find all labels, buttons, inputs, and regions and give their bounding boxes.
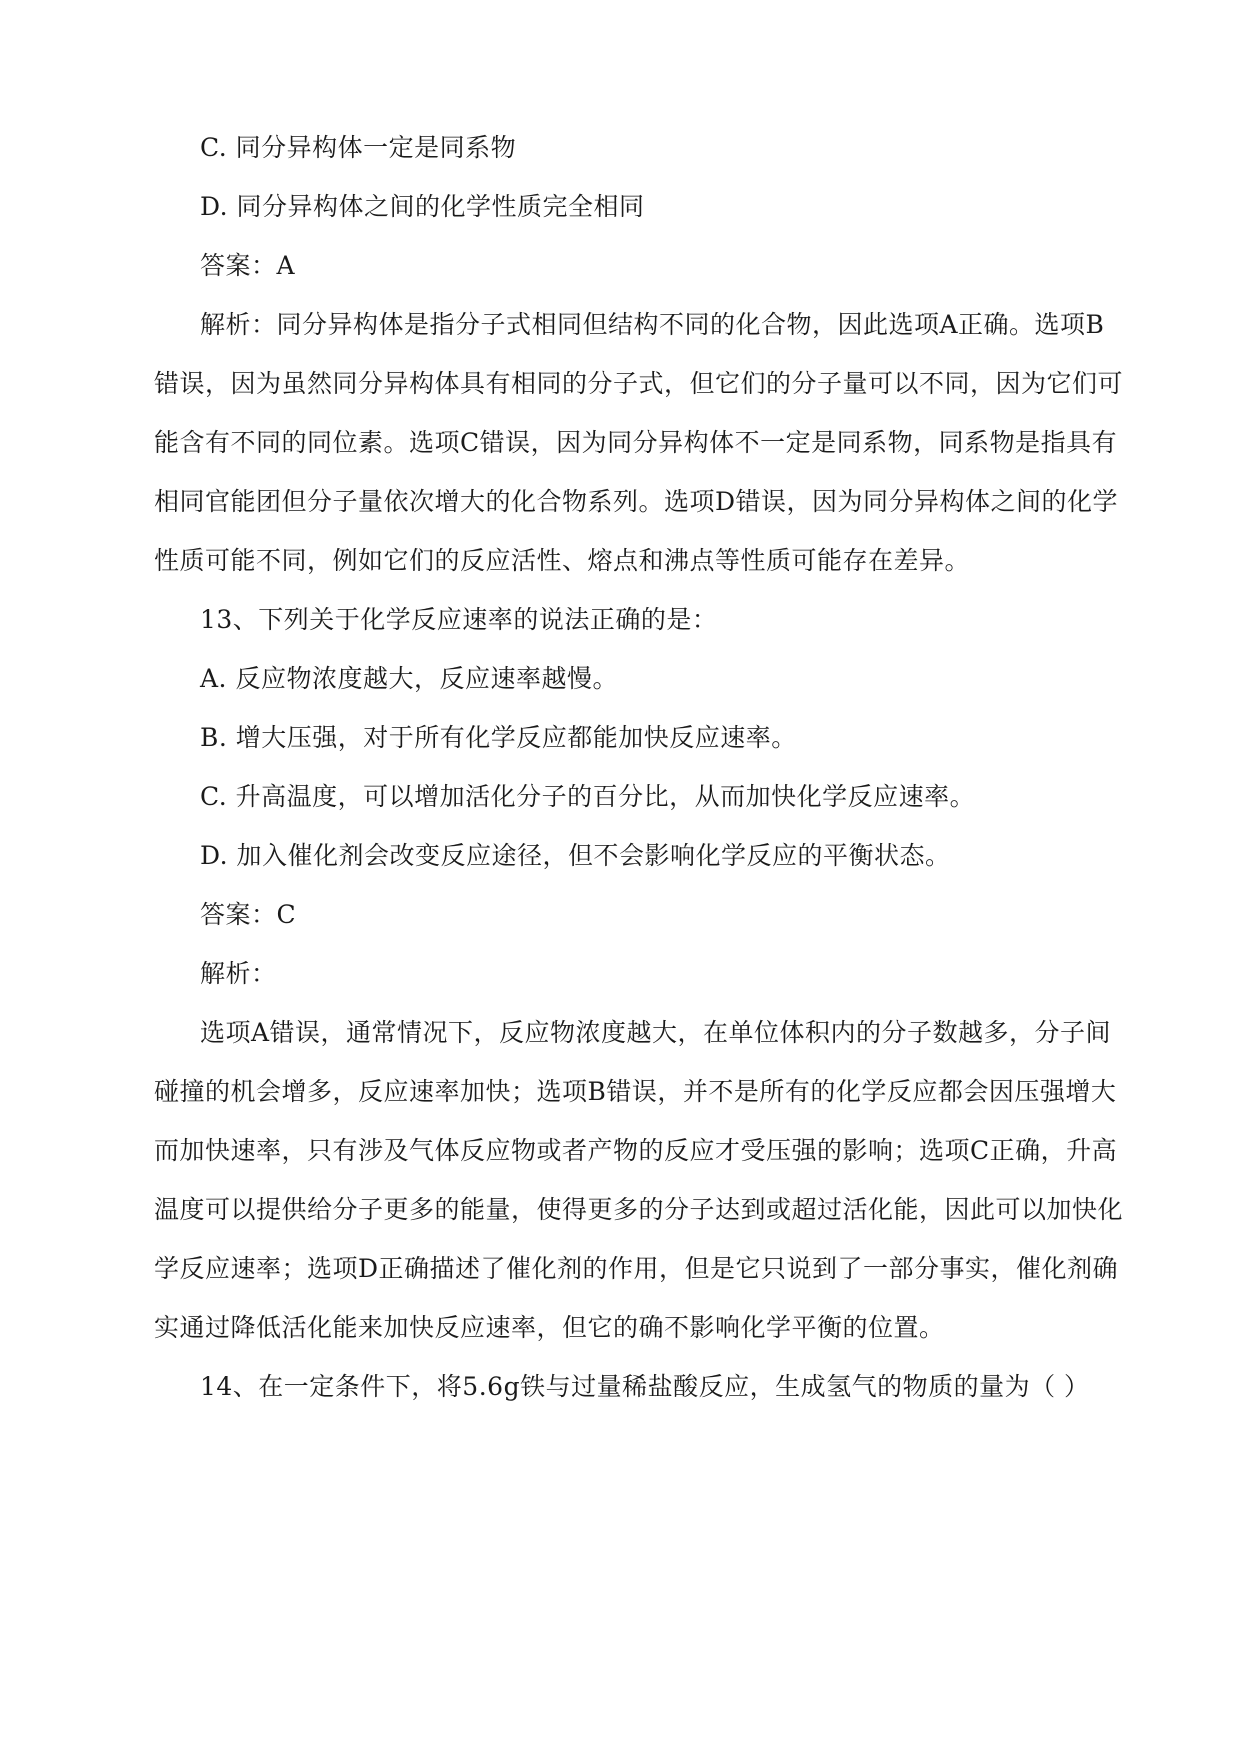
q13-analysis-line: 碰撞的机会增多，反应速率加快；选项B错误，并不是所有的化学反应都会因压强增大 [154,1077,1117,1106]
q14-question: 14、在一定条件下，将5.6g铁与过量稀盐酸反应，生成氢气的物质的量为（ ） [200,1372,1090,1401]
q13-analysis-line: 而加快速率，只有涉及气体反应物或者产物的反应才受压强的影响；选项C正确，升高 [154,1136,1118,1165]
q12-option-c: C. 同分异构体一定是同系物 [200,133,517,162]
q13-option-c: C. 升高温度，可以增加活化分子的百分比，从而加快化学反应速率。 [200,782,976,811]
q12-answer: 答案：A [200,251,296,280]
q13-option-d: D. 加入催化剂会改变反应途径，但不会影响化学反应的平衡状态。 [200,841,951,870]
q13-question: 13、下列关于化学反应速率的说法正确的是： [200,605,718,634]
q13-answer: 答案：C [200,900,297,929]
q12-option-d: D. 同分异构体之间的化学性质完全相同 [200,192,645,221]
q13-analysis-label: 解析： [200,959,277,988]
q13-option-a: A. 反应物浓度越大，反应速率越慢。 [200,664,618,693]
q12-analysis-line: 错误，因为虽然同分异构体具有相同的分子式，但它们的分子量可以不同，因为它们可 [154,369,1124,398]
q13-analysis-line: 实通过降低活化能来加快反应速率，但它的确不影响化学平衡的位置。 [154,1313,945,1342]
q12-analysis-line: 解析：同分异构体是指分子式相同但结构不同的化合物，因此选项A正确。选项B [200,310,1105,339]
q13-option-b: B. 增大压强，对于所有化学反应都能加快反应速率。 [200,723,797,752]
q12-analysis-line: 相同官能团但分子量依次增大的化合物系列。选项D错误，因为同分异构体之间的化学 [154,487,1119,516]
q12-analysis-line: 性质可能不同，例如它们的反应活性、熔点和沸点等性质可能存在差异。 [154,546,971,575]
q13-analysis-line: 学反应速率；选项D正确描述了催化剂的作用，但是它只说到了一部分事实，催化剂确 [154,1254,1119,1283]
q13-analysis-line: 选项A错误，通常情况下，反应物浓度越大，在单位体积内的分子数越多，分子间 [200,1018,1112,1047]
q13-analysis-line: 温度可以提供给分子更多的能量，使得更多的分子达到或超过活化能，因此可以加快化 [154,1195,1124,1224]
q12-analysis-line: 能含有不同的同位素。选项C错误，因为同分异构体不一定是同系物，同系物是指具有 [154,428,1118,457]
